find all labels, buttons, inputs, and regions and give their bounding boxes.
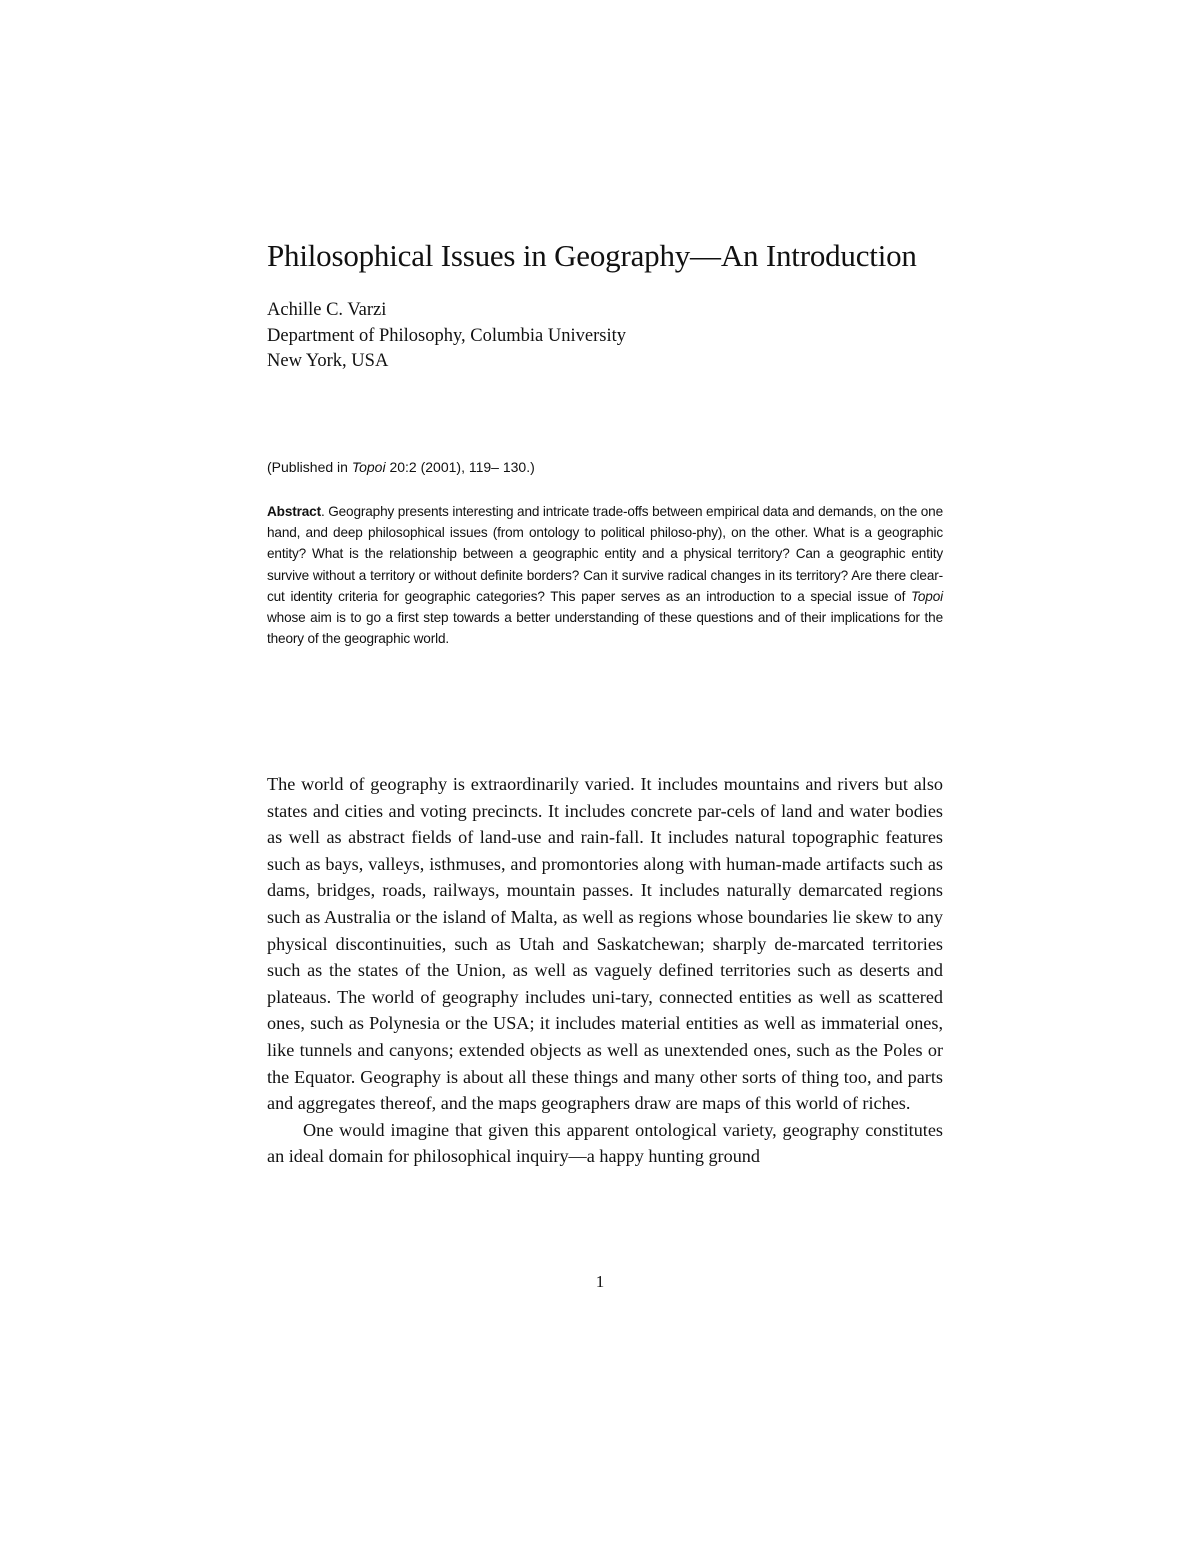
author-name: Achille C. Varzi [267, 300, 387, 320]
abstract-text-2: whose aim is to go a first step towards a better understanding of these questions and of their implications for the theory of the geographic world. [267, 610, 943, 647]
abstract-label: Abstract [267, 504, 321, 519]
paper-title: Philosophical Issues in Geography—An Introduction [267, 238, 917, 273]
abstract-text-1: . Geography presents interesting and intricate trade-offs between empirical data and demands, on the one hand, and deep philosophical issues (from ontology to political philoso-phy), on the other. What is a geographic entity? What is the relationship between a geographic entity and a physical territory? Can a geographic entity survive without a territory or without definite borders? Can it survive radical changes in its territory? Are there clear-cut identity criteria for geographic categories? This paper serves as an introduction to a special issue of [267, 504, 943, 604]
publication-note [267, 457, 535, 477]
body-paragraph-2: One would imagine that given this apparent ontological variety, geography constitutes an ideal domain for philosophical inquiry—a happy hunting ground [267, 1119, 943, 1167]
author-block [267, 298, 867, 375]
publication-journal: Topoi [351, 459, 386, 475]
abstract-journal: Topoi [910, 588, 943, 604]
publication-prefix: (Published in [267, 459, 352, 475]
author-affiliation: Department of Philosophy, Columbia University [267, 325, 626, 346]
publication-suffix: 20:2 (2001), 119– 130.) [385, 459, 535, 475]
body-text [267, 771, 943, 1170]
author-location: New York, USA [267, 351, 389, 371]
body-paragraph-1: The world of geography is extraordinarily varied. It includes mountains and rivers but also states and cities and voting precincts. It includes concrete par-cels of land and water bodies as well as abstract fields of land-use and rain-fall. It includes natural topographic features such as bays, valleys, isthmuses, and promontories along with human-made artifacts such as dams, bridges, roads, railways, mountain passes. It includes naturally demarcated regions such as Australia or the island of Malta, as well as regions whose boundaries lie skew to any physical discontinuities, such as Utah and Saskatchewan; sharply de-marcated territories such as the states of the Union, as well as vaguely defined territories such as deserts and plateaus. The world of geography includes uni-tary, connected entities as well as scattered ones, such as Polynesia or the USA; it includes material entities as well as immaterial ones, like tunnels and canyons; extended objects as well as unextended ones, such as the Poles or the Equator. Geography is about all these things and many other sorts of thing too, and parts and aggregates thereof, and the maps geographers draw are maps of this world of riches. [267, 774, 943, 1114]
page-number: 1 [595, 1272, 605, 1291]
abstract [267, 501, 943, 649]
